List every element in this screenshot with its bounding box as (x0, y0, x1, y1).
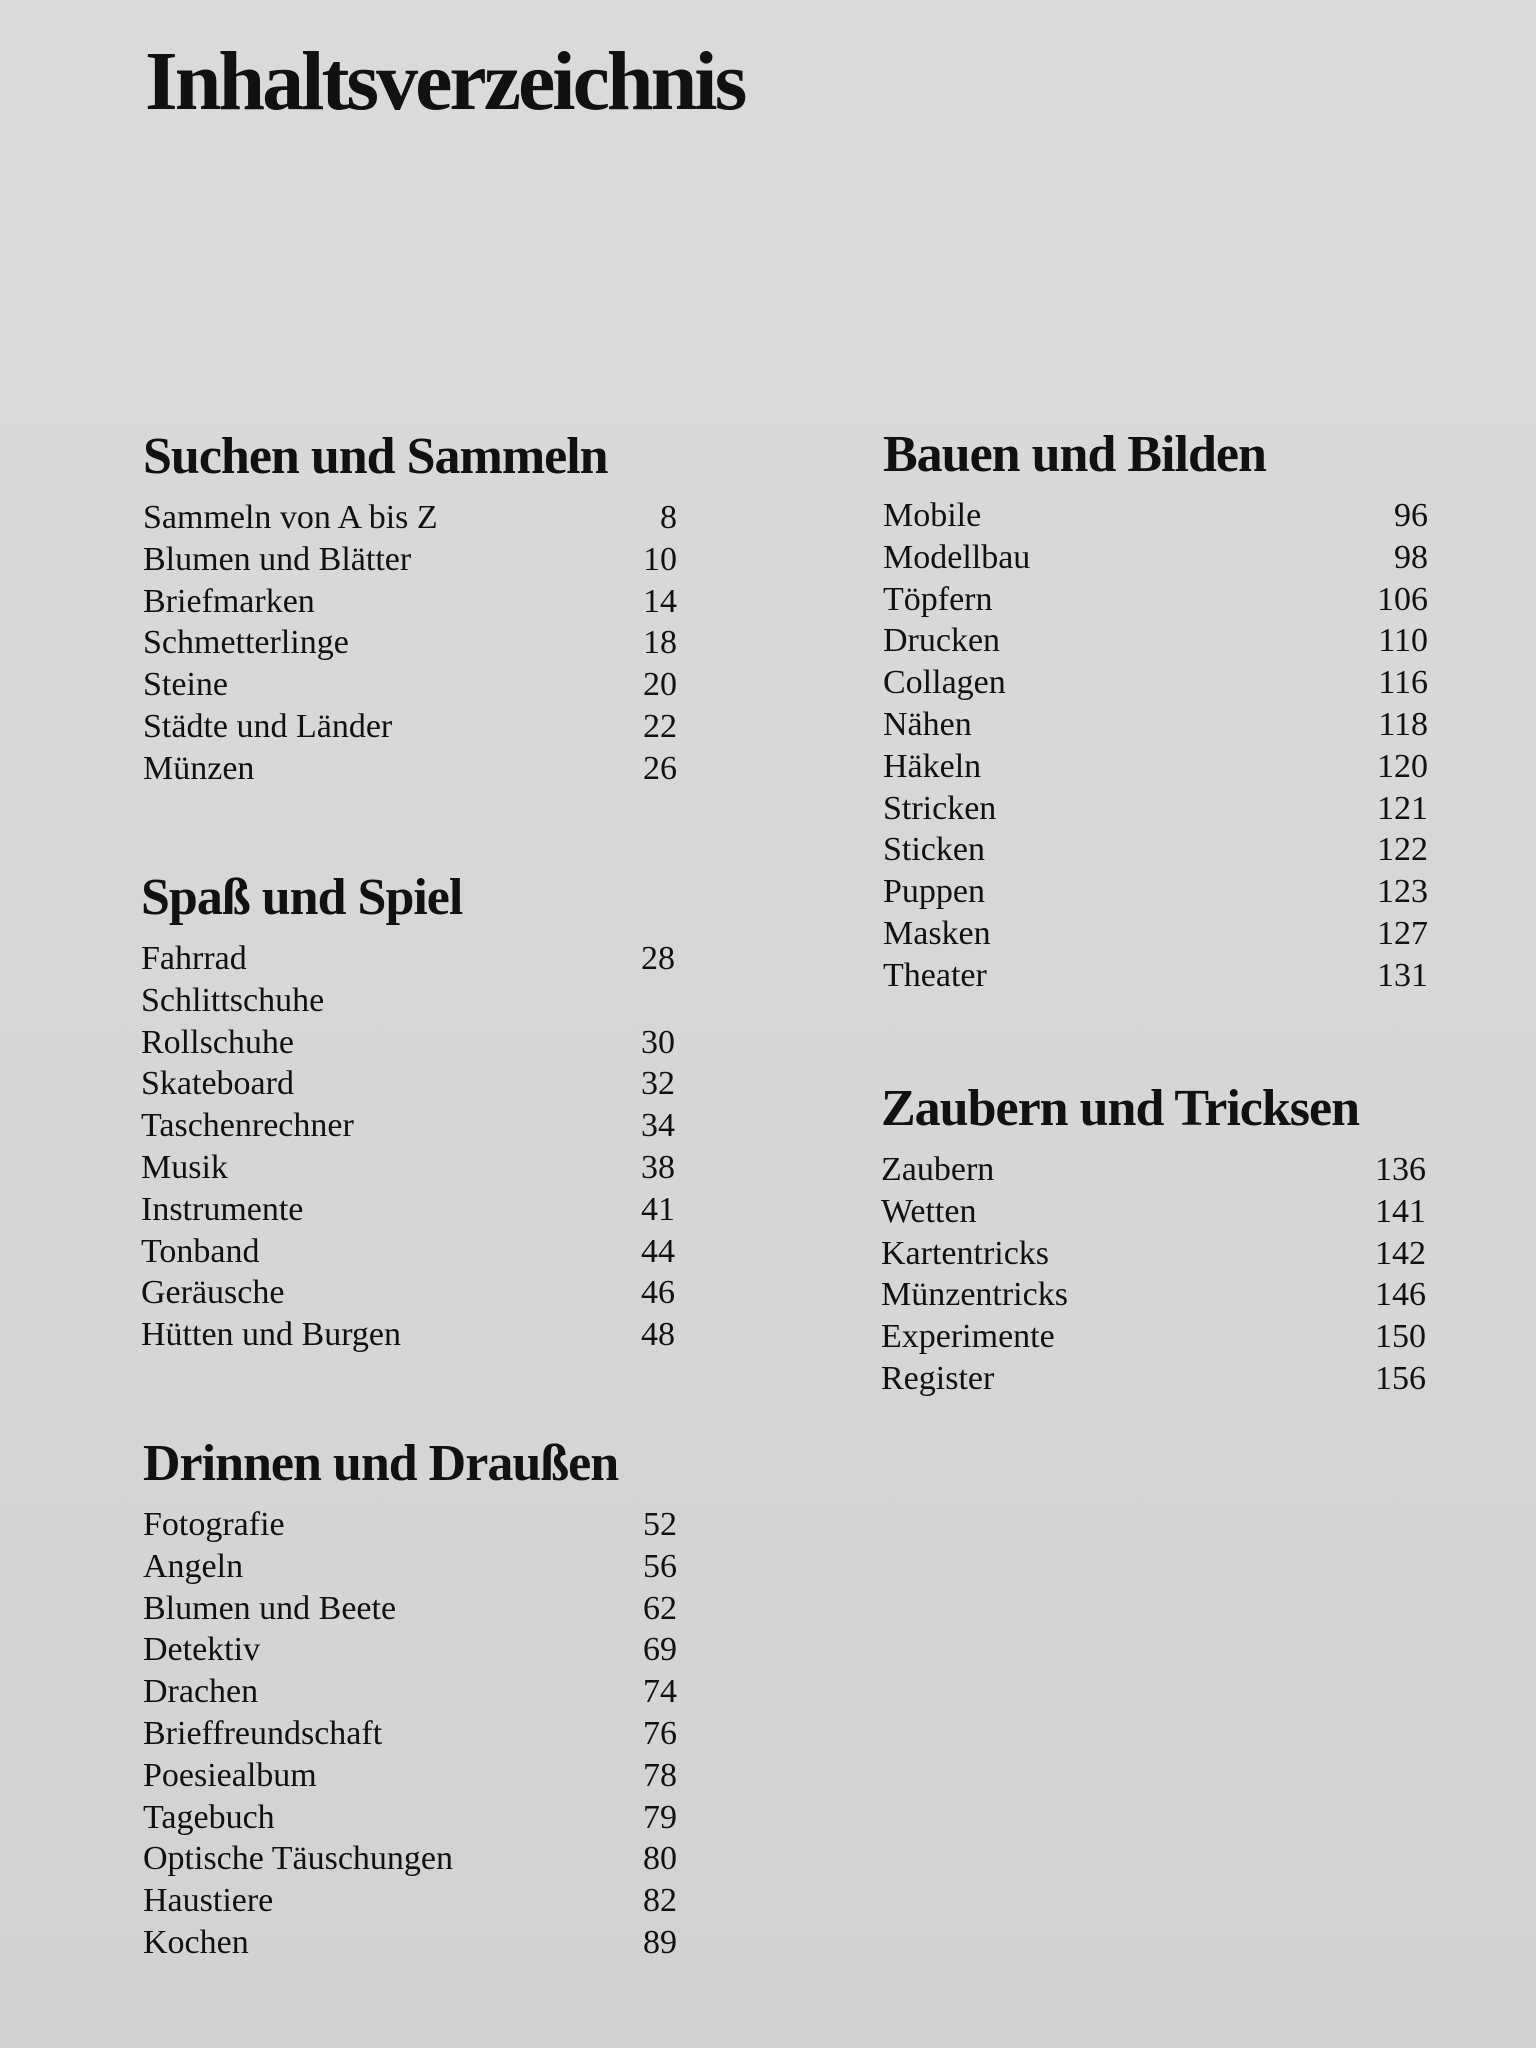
toc-entry-label: Nähen (883, 705, 972, 743)
toc-entry-page-number: 150 (1375, 1318, 1426, 1356)
toc-entry-label: Wetten (881, 1192, 977, 1230)
page-title: Inhaltsverzeichnis (145, 35, 745, 128)
toc-entry-page-number: 98 (1394, 538, 1428, 576)
toc-entry-page-number: 69 (643, 1631, 677, 1669)
toc-entry (143, 1797, 677, 1839)
toc-entry (883, 913, 1428, 955)
toc-entry-page-number: 127 (1377, 914, 1428, 952)
toc-entry-page-number: 18 (643, 624, 677, 662)
toc-entry (143, 1713, 677, 1755)
toc-entry-page-number: 8 (660, 499, 677, 536)
entry-list (141, 938, 675, 1356)
toc-entry-page-number: 123 (1377, 873, 1428, 911)
toc-entry-label: Rollschuhe (141, 1023, 294, 1061)
toc-entry (141, 980, 675, 1022)
toc-entry-page-number: 56 (643, 1547, 677, 1585)
toc-entry-label: Mobile (883, 497, 982, 534)
toc-entry-page-number: 44 (641, 1232, 675, 1270)
toc-entry (883, 579, 1428, 621)
toc-entry-label: Hütten und Burgen (141, 1316, 402, 1354)
toc-entry-label: Experimente (881, 1318, 1055, 1356)
toc-entry (883, 662, 1428, 704)
toc-entry (143, 1880, 677, 1922)
toc-entry-label: Optische Täuschungen (143, 1840, 454, 1878)
toc-entry-page-number: 110 (1378, 622, 1428, 660)
toc-entry (143, 1504, 677, 1546)
toc-entry-page-number: 136 (1375, 1151, 1426, 1188)
toc-entry-label: Haustiere (143, 1882, 274, 1920)
toc-entry-label: Häkeln (883, 747, 982, 785)
toc-entry-label: Drachen (143, 1673, 259, 1711)
entry-list (143, 1504, 677, 1964)
toc-entry-page-number: 76 (643, 1714, 677, 1752)
toc-entry-label: Münzen (143, 749, 255, 787)
toc-entry (141, 1314, 675, 1356)
toc-entry-label: Poesiealbum (143, 1756, 317, 1794)
toc-entry-label: Drucken (883, 622, 1001, 660)
toc-entry (883, 620, 1428, 662)
toc-entry-label: Brieffreundschaft (143, 1714, 383, 1752)
toc-entry-page-number: 96 (1394, 497, 1428, 534)
toc-entry (143, 1671, 677, 1713)
section-spass-und-spiel (141, 866, 675, 1356)
toc-entry-label: Schlittschuhe (141, 981, 325, 1019)
toc-entry-label: Geräusche (141, 1274, 285, 1312)
toc-entry-page-number: 20 (643, 666, 677, 704)
toc-entry-page-number: 156 (1375, 1359, 1426, 1397)
toc-entry-page-number: 80 (643, 1840, 677, 1878)
toc-entry-page-number: 34 (641, 1107, 675, 1145)
toc-entry-page-number: 28 (641, 940, 675, 977)
toc-entry (881, 1149, 1426, 1191)
entry-list (883, 495, 1428, 997)
toc-entry-page-number: 46 (641, 1274, 675, 1312)
toc-entry (883, 746, 1428, 788)
toc-entry (883, 829, 1428, 871)
toc-entry (141, 1231, 675, 1273)
toc-entry-label: Detektiv (143, 1631, 261, 1669)
toc-entry (143, 581, 677, 623)
section-heading: Suchen und Sammeln (143, 428, 608, 485)
section-drinnen-und-draussen (143, 1432, 677, 1964)
toc-entry-page-number: 118 (1378, 705, 1428, 743)
section-heading: Zaubern und Tricksen (881, 1080, 1360, 1137)
toc-entry-page-number: 38 (641, 1148, 675, 1186)
toc-entry-page-number: 121 (1377, 789, 1428, 827)
section-heading: Drinnen und Draußen (143, 1435, 619, 1492)
toc-entry-label: Tagebuch (143, 1798, 275, 1836)
toc-entry-label: Fahrrad (141, 940, 247, 977)
toc-entry-label: Sammeln von A bis Z (143, 499, 438, 536)
toc-entry (883, 955, 1428, 997)
toc-entry-label: Blumen und Blätter (143, 540, 412, 578)
toc-entry-page-number: 26 (643, 749, 677, 787)
toc-entry-label: Briefmarken (143, 582, 315, 620)
toc-entry-page-number: 131 (1377, 956, 1428, 994)
toc-entry (883, 537, 1428, 579)
toc-entry-page-number: 141 (1375, 1192, 1426, 1230)
toc-entry-page-number: 74 (643, 1673, 677, 1711)
toc-entry (143, 748, 677, 790)
section-bauen-und-bilden (883, 423, 1428, 997)
toc-entry (143, 497, 677, 539)
toc-entry (143, 1546, 677, 1588)
toc-entry-page-number: 120 (1377, 747, 1428, 785)
entry-list (143, 497, 677, 790)
toc-entry-label: Kartentricks (881, 1234, 1050, 1272)
toc-entry-page-number: 79 (643, 1798, 677, 1836)
toc-entry (883, 788, 1428, 830)
toc-entry-page-number: 14 (643, 582, 677, 620)
toc-entry (143, 1629, 677, 1671)
toc-entry (141, 1189, 675, 1231)
toc-entry-page-number: 62 (643, 1589, 677, 1627)
toc-entry-label: Blumen und Beete (143, 1589, 397, 1627)
toc-entry (883, 704, 1428, 746)
toc-entry (143, 1922, 677, 1964)
toc-entry-page-number: 41 (641, 1190, 675, 1228)
toc-entry (143, 622, 677, 664)
toc-entry-page-number: 22 (643, 707, 677, 745)
toc-entry-label: Collagen (883, 664, 1006, 702)
toc-entry-label: Zaubern (881, 1151, 995, 1188)
toc-entry-label: Tonband (141, 1232, 260, 1270)
toc-entry (883, 871, 1428, 913)
toc-entry-page-number: 122 (1377, 831, 1428, 869)
toc-entry-label: Steine (143, 666, 228, 704)
toc-entry (883, 495, 1428, 537)
toc-entry-label: Angeln (143, 1547, 244, 1585)
toc-entry (141, 1022, 675, 1064)
toc-entry-label: Sticken (883, 831, 985, 869)
toc-entry-page-number: 48 (641, 1316, 675, 1354)
toc-entry (141, 1272, 675, 1314)
toc-entry (141, 1063, 675, 1105)
toc-entry-page-number: 32 (641, 1065, 675, 1103)
toc-entry-page-number: 82 (643, 1882, 677, 1920)
toc-entry-page-number: 78 (643, 1756, 677, 1794)
toc-entry-page-number: 116 (1378, 664, 1428, 702)
toc-entry-label: Modellbau (883, 538, 1031, 576)
toc-entry-label: Schmetterlinge (143, 624, 349, 662)
toc-entry-label: Theater (883, 956, 987, 994)
toc-entry (881, 1358, 1426, 1400)
toc-entry-label: Stricken (883, 789, 997, 827)
toc-entry (143, 664, 677, 706)
toc-entry-label: Puppen (883, 873, 985, 911)
toc-entry-page-number: 30 (641, 1023, 675, 1061)
toc-entry-label: Fotografie (143, 1506, 285, 1543)
toc-entry (141, 1105, 675, 1147)
toc-entry-label: Münzentricks (881, 1276, 1068, 1314)
toc-entry-label: Taschenrechner (141, 1107, 354, 1145)
toc-entry-label: Städte und Länder (143, 707, 393, 745)
toc-entry (881, 1191, 1426, 1233)
toc-entry (143, 1755, 677, 1797)
entry-list (881, 1149, 1426, 1400)
toc-entry (141, 938, 675, 980)
toc-entry-label: Instrumente (141, 1190, 304, 1228)
toc-entry-label: Register (881, 1359, 995, 1397)
toc-entry-page-number: 52 (643, 1506, 677, 1543)
toc-entry (881, 1274, 1426, 1316)
toc-entry-page-number: 142 (1375, 1234, 1426, 1272)
toc-entry-label: Töpfern (883, 580, 993, 618)
toc-entry-page-number: 10 (643, 540, 677, 578)
section-heading: Bauen und Bilden (883, 426, 1266, 483)
toc-entry-page-number: 146 (1375, 1276, 1426, 1314)
toc-entry-page-number: 106 (1377, 580, 1428, 618)
toc-entry-label: Masken (883, 914, 991, 952)
toc-entry (143, 1838, 677, 1880)
toc-entry (881, 1233, 1426, 1275)
toc-entry-label: Musik (141, 1148, 228, 1186)
section-suchen-und-sammeln (143, 425, 677, 790)
section-heading: Spaß und Spiel (141, 869, 463, 926)
toc-entry-label: Kochen (143, 1923, 249, 1961)
toc-entry (143, 706, 677, 748)
toc-entry (143, 539, 677, 581)
toc-entry (143, 1588, 677, 1630)
section-zaubern-und-tricksen (881, 1077, 1426, 1400)
toc-entry-page-number: 89 (643, 1923, 677, 1961)
toc-entry-label: Skateboard (141, 1065, 294, 1103)
toc-entry (141, 1147, 675, 1189)
toc-entry (881, 1316, 1426, 1358)
